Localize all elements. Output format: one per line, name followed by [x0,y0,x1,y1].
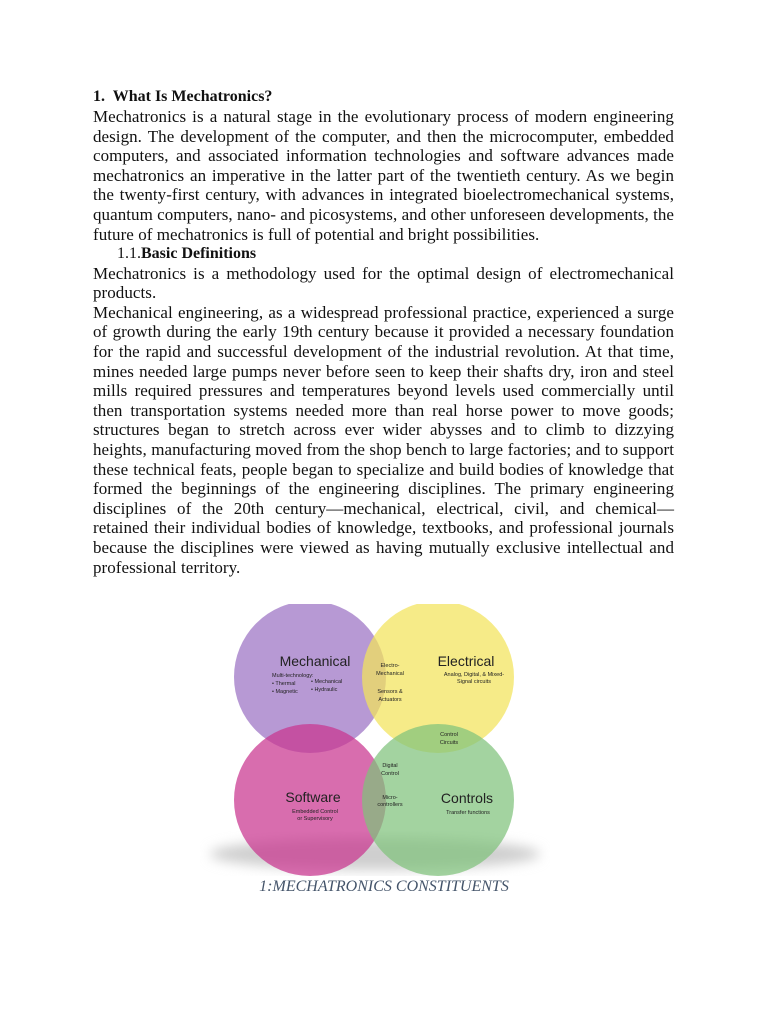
sensors-actuators-label-line2: Actuators [378,697,402,703]
controls-line1: Transfer functions [446,810,490,816]
document-page [93,87,674,577]
software-line2: or Supervisory [297,816,333,822]
microcontrollers-label-line2: controllers [377,802,403,808]
section-heading [93,87,674,107]
digital-control-label-line2: Control [381,771,399,777]
mechanical-item-magnetic: • Magnetic [272,689,298,695]
controls-title: Controls [440,790,494,806]
electrical-line2: Signal circuits [457,679,491,685]
subsection-number: 1.1. [117,245,141,263]
definition-paragraph: Mechatronics is a methodology used for the optimal design of electromechanical products. [93,263,674,303]
mechanical-subtitle: Multi-technology: [272,673,314,679]
mechanical-item-thermal: • Thermal [272,681,296,687]
electromechanical-label-line2: Mechanical [376,671,404,677]
control-circuits-label-line1: Control [440,732,458,738]
electromechanical-label-line1: Electro- [380,663,400,669]
mechanical-title: Mechanical [279,653,351,669]
digital-control-label-line1: Digital [382,763,398,769]
mechanical-item-mechanical: • Mechanical [311,679,343,685]
mechanical-item-hydraulic: • Hydraulic [311,687,338,693]
sensors-actuators-label-line1: Sensors & [377,689,403,695]
intro-paragraph: Mechatronics is a natural stage in the evolutionary process of modern engineering design. The development of the computer, and then the microcomputer, embedded computers, and associated information technologies and software advances made mechatronics an imperative in the latter part of the twentieth century. As we begin the twenty-first century, with advances in integrated bioelectromechanical systems, quantum computers, nano- and picosystems, and other unforeseen developments, the future of mechatronics is full of potential and bright possibilities. [93,107,674,244]
subsection-title: Basic Definitions [141,245,257,263]
software-line1: Embedded Control [292,809,338,815]
electrical-title: Electrical [437,653,495,669]
microcontrollers-label-line1: Micro- [382,795,398,801]
mechatronics-venn-diagram [200,604,550,876]
subsection-heading [93,244,674,264]
figure-caption: 1:MECHATRONICS CONSTITUENTS [259,878,509,895]
history-paragraph: Mechanical engineering, as a widespread professional practice, experienced a surge of growth during the early 19th century because it provided a necessary foundation for the rapid and successful development of the industrial revolution. At that time, mines needed large pumps never before seen to keep their shafts dry, iron and steel mills required pressures and temperatures beyond levels used commercially until then transportation systems needed more than real horse power to move goods; structures began to stretch across ever wider abysses and to climb to dizzying heights, manufacturing moved from the shop bench to large factories; and to support these technical feats, people began to specialize and build bodies of knowledge that formed the beginnings of the engineering disciplines. The primary engineering disciplines of the 20th century—mechanical, electrical, civil, and chemical—retained their individual bodies of knowledge, textbooks, and professional journals because the disciplines were viewed as having mutually exclusive intellectual and professional territory. [93,302,674,577]
section-title: What Is Mechatronics? [112,88,273,105]
electrical-line1: Analog, Digital, & Mixed- [443,672,505,678]
control-circuits-label-line2: Circuits [439,740,459,746]
software-title: Software [285,789,341,805]
section-number: 1. [93,88,105,105]
